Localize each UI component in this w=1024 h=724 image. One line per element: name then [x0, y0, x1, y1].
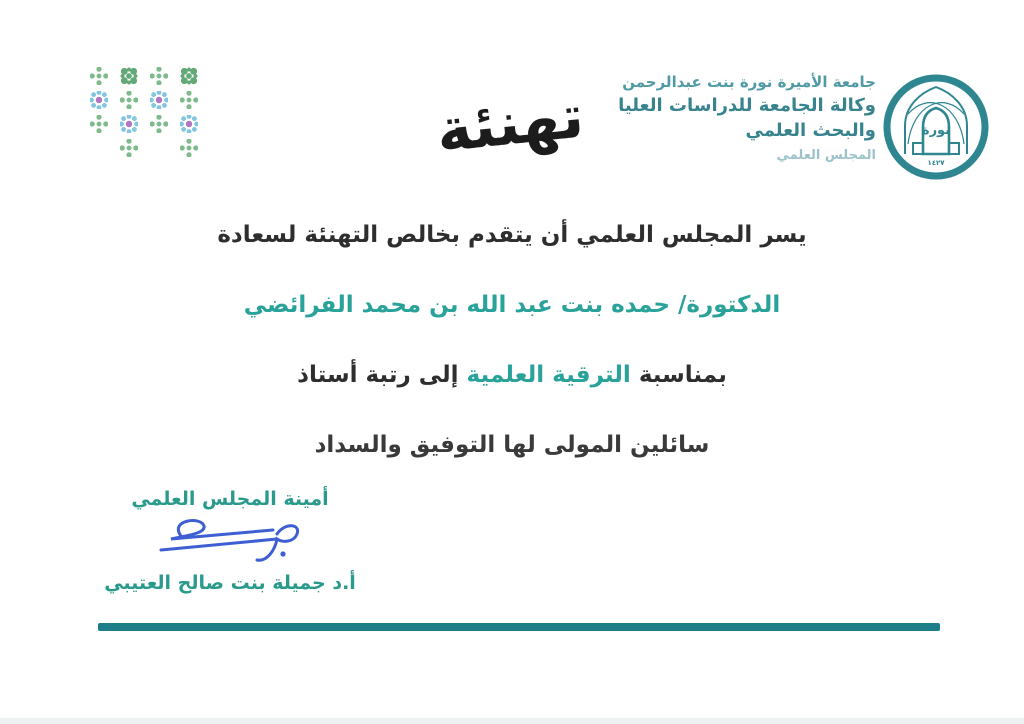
photo-bottom-edge — [0, 718, 1024, 724]
honoree-name-line: الدكتورة/ حمده بنت عبد الله بن محمد الفرائضي — [243, 292, 781, 318]
dots-motif-icon — [120, 139, 138, 157]
logo-year: ١٤٢٧ — [927, 159, 945, 167]
dots-motif-icon — [180, 91, 198, 109]
dots-motif-icon — [90, 115, 108, 133]
flower-motif-icon — [150, 91, 168, 109]
university-logo-icon — [882, 72, 990, 184]
vice-rectorate-line1: وكالة الجامعة للدراسات العليا — [618, 95, 876, 117]
pattern-empty-cell — [144, 136, 174, 160]
dots-motif-icon — [150, 67, 168, 85]
handwritten-signature — [135, 512, 325, 570]
star-motif-icon — [120, 67, 138, 85]
signature-block — [85, 488, 375, 594]
scientific-council-label: المجلس العلمي — [776, 147, 876, 163]
calligraphy-title: تهنئة — [432, 81, 588, 167]
flower-motif-icon — [180, 115, 198, 133]
occasion-line — [60, 362, 964, 388]
occasion-suffix: إلى رتبة أستاذ — [297, 362, 459, 388]
university-name: جامعة الأميرة نورة بنت عبدالرحمن — [622, 73, 876, 91]
decorative-corner-pattern — [84, 64, 204, 160]
flower-motif-icon — [120, 115, 138, 133]
congratulation-intro-line: يسر المجلس العلمي أن يتقدم بخالص التهنئة لسعادة — [217, 222, 807, 248]
occasion-highlight: الترقية العلمية — [466, 362, 631, 388]
pattern-empty-cell — [84, 136, 114, 160]
dots-motif-icon — [120, 91, 138, 109]
dots-motif-icon — [180, 139, 198, 157]
dots-motif-icon — [90, 67, 108, 85]
vice-rectorate-line2: والبحث العلمي — [745, 119, 876, 141]
signer-title: أمينة المجلس العلمي — [131, 488, 329, 510]
signer-name: أ.د جميلة بنت صالح العتيبي — [104, 572, 356, 594]
university-header — [546, 72, 876, 164]
flower-motif-icon — [90, 91, 108, 109]
dots-motif-icon — [150, 115, 168, 133]
footer-divider-bar — [98, 623, 940, 631]
logo-name-calligraphy: نورة — [921, 123, 951, 138]
star-motif-icon — [180, 67, 198, 85]
closing-wish-line: سائلين المولى لها التوفيق والسداد — [314, 432, 710, 458]
occasion-prefix: بمناسبة — [638, 362, 727, 388]
